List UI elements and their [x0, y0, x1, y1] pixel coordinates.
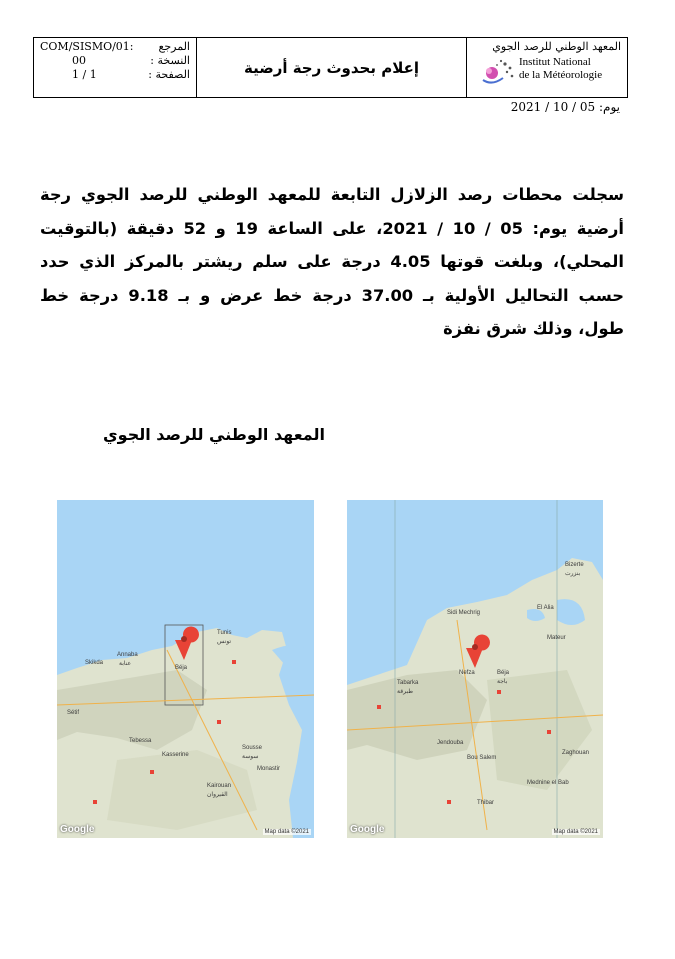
page-value: 1 / 1	[72, 68, 97, 81]
map-label: Mateur	[547, 635, 566, 641]
map-label: Tunis	[217, 630, 232, 636]
map-label: Béja	[497, 670, 510, 676]
institute-logo-icon	[477, 56, 517, 90]
map-label: El Alia	[537, 605, 554, 611]
institute-name-arabic: المعهد الوطني للرصد الجوي	[492, 40, 621, 53]
reference-label: المرجع	[158, 40, 190, 53]
map-label: Annaba	[117, 652, 138, 658]
version-label: النسخة :	[150, 54, 190, 67]
map-label: Sidi Mechrig	[447, 610, 481, 616]
local-map	[347, 500, 603, 838]
google-logo: Google	[60, 824, 95, 835]
google-logo: Google	[350, 824, 385, 835]
map-label: Jendouba	[437, 740, 464, 746]
announcement-body: سجلت محطات رصد الزلازل التابعة للمعهد الوطني للرصد الجوي رجة أرضية يوم: 05 / 10 / 2021، على الساعة 19 و 52 دقيقة (بالتوقيت المحلي)، وبلغت قوتها 4.05 درجة على سلم ريشتر بالمركز الذي حدد حسب التحاليل الأولية بـ 37.00 درجة خط عرض و بـ 9.18 درجة خط طول، وذلك شرق نفزة	[40, 185, 624, 338]
regional-map	[57, 500, 314, 838]
institute-block	[467, 38, 627, 97]
map-attribution: Map data ©2021	[553, 829, 598, 835]
map-attribution: Map data ©2021	[264, 829, 309, 835]
map-label: Skikda	[85, 660, 104, 666]
title-block	[197, 38, 467, 97]
map-label: Nefza	[459, 670, 475, 676]
signature: المعهد الوطني للرصد الجوي	[103, 425, 325, 444]
document-header	[33, 37, 628, 98]
map-label: Tabarka	[397, 680, 419, 686]
map-label: Mednine el Bab	[527, 780, 569, 786]
reference-value: COM/SISMO/01:	[40, 40, 134, 53]
map-label: Sétif	[67, 710, 80, 716]
map-label: طبرقة	[397, 689, 413, 695]
map-label: تونس	[217, 639, 232, 645]
issue-date: يوم: 05 / 10 / 2021	[510, 100, 620, 114]
page-label: الصفحة :	[148, 68, 190, 81]
map-label: Monastir	[257, 766, 281, 772]
map-label: Tebessa	[129, 738, 152, 744]
map-label: Kasserine	[162, 752, 189, 758]
map-label: Sousse	[242, 745, 263, 751]
map-label: Kairouan	[207, 783, 232, 789]
map-label: Bizerte	[565, 562, 584, 568]
map-label: باجة	[497, 679, 508, 685]
institute-name-fr-line1: Institut National	[519, 56, 591, 68]
map-label: بنزرت	[565, 571, 581, 577]
map-label: Thibar	[477, 800, 495, 806]
map-label: عنابة	[119, 661, 132, 667]
map-label: Zaghouan	[562, 750, 590, 756]
reference-block	[34, 38, 197, 97]
map-label: القيروان	[207, 792, 228, 798]
version-value: 00	[72, 54, 86, 67]
map-label: Béja	[175, 665, 188, 671]
map-label: Bou Salem	[467, 755, 497, 761]
institute-name-fr-line2: de la Météorologie	[519, 69, 603, 81]
document-title: إعلام بحدوث رجة أرضية	[244, 58, 419, 77]
map-label: سوسة	[242, 754, 259, 760]
